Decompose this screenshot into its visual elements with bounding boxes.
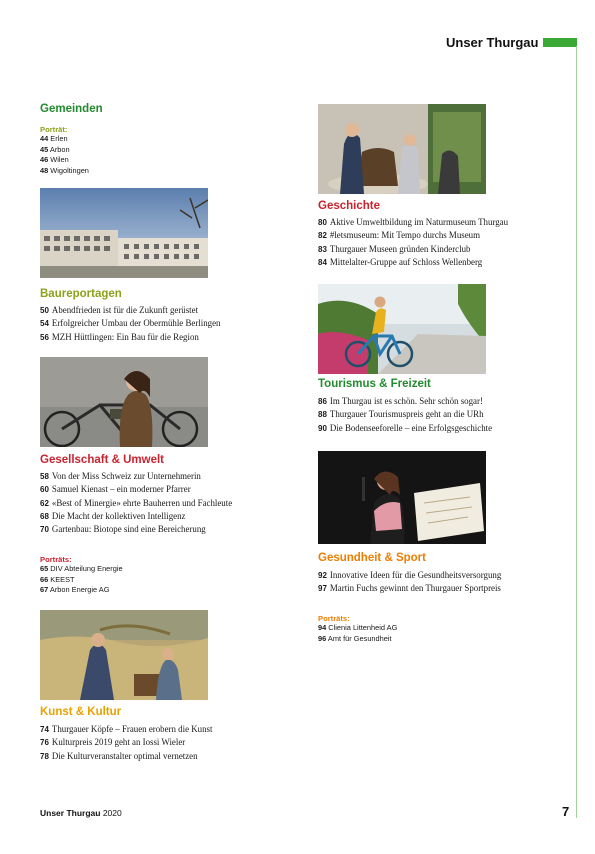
toc-item[interactable]: 56 MZH Hüttlingen: Ein Bau für die Region xyxy=(40,331,199,342)
toc-item[interactable]: 84 Mittelalter-Gruppe auf Schloss Wellenberg xyxy=(318,256,483,267)
gesellschaft-portraets-label: Porträts: xyxy=(40,555,72,564)
gesundheit-portraets-label: Porträts: xyxy=(318,614,350,623)
toc-item[interactable]: 76 Kulturpreis 2019 geht an Iossi Wieler xyxy=(40,737,186,748)
toc-item[interactable]: 58 Von der Miss Schweiz zur Unternehmerin xyxy=(40,471,201,481)
header-accent-bar xyxy=(543,38,577,47)
toc-item[interactable]: 92 Innovative Ideen für die Gesundheitsversorgung xyxy=(318,570,502,580)
cyclist-photo xyxy=(318,284,486,374)
toc-item[interactable]: 86 Im Thurgau ist es schön. Sehr schön sogar! xyxy=(318,396,483,406)
section-title-kunst: Kunst & Kultur xyxy=(40,706,122,718)
page-edge-rule xyxy=(576,46,577,818)
toc-item[interactable]: 97 Martin Fuchs gewinnt den Thurgauer Sportpreis xyxy=(318,583,501,594)
gesellschaft-portraets-list xyxy=(40,564,123,596)
toc-item[interactable]: 90 Die Bodenseeforelle – eine Erfolgsgeschichte xyxy=(318,422,493,433)
baureportagen-list xyxy=(40,304,220,344)
list-item[interactable]: 45 Arbon xyxy=(40,144,70,154)
tourismus-list xyxy=(318,395,492,435)
section-title-gesellschaft: Gesellschaft & Umwelt xyxy=(40,454,164,466)
gesundheit-portraets-list xyxy=(318,623,397,644)
footer-year: 2020 xyxy=(102,808,122,818)
section-title-gesundheit: Gesundheit & Sport xyxy=(318,552,426,564)
list-item[interactable]: 48 Wigoltingen xyxy=(40,166,89,176)
ebike-woman-photo xyxy=(40,357,208,447)
list-item[interactable]: 96 Amt für Gesundheit xyxy=(318,633,392,643)
list-item[interactable]: 67 Arbon Energie AG xyxy=(40,585,110,595)
section-title-baureportagen: Baureportagen xyxy=(40,288,122,300)
footer-magazine-name: Unser Thurgau xyxy=(40,808,101,818)
toc-item[interactable]: 88 Thurgauer Tourismuspreis geht an die URh xyxy=(318,409,484,420)
list-item[interactable]: 44 Erlen xyxy=(40,134,68,143)
toc-item[interactable]: 54 Erfolgreicher Umbau der Obermühle Berlingen xyxy=(40,318,221,329)
footer-magazine xyxy=(40,808,122,818)
toc-item[interactable]: 60 Samuel Kienast – ein moderner Pfarrer xyxy=(40,484,191,495)
toc-item[interactable]: 78 Die Kulturveranstalter optimal vernetzen xyxy=(40,750,198,761)
geschichte-list xyxy=(318,216,508,269)
list-item[interactable]: 66 KEEST xyxy=(40,574,75,584)
toc-item[interactable]: 70 Gartenbau: Biotope sind eine Bereicherung xyxy=(40,524,206,535)
section-title-gemeinden: Gemeinden xyxy=(40,103,103,115)
list-item[interactable]: 65 DIV Abteilung Energie xyxy=(40,564,123,573)
toc-item[interactable]: 83 Thurgauer Museen gründen Kinderclub xyxy=(318,243,471,254)
toc-item[interactable]: 82 #letsmuseum: Mit Tempo durchs Museum xyxy=(318,230,480,241)
gesellschaft-list xyxy=(40,470,232,536)
painting-image xyxy=(40,610,208,700)
toc-item[interactable]: 80 Aktive Umweltbildung im Naturmuseum Thurgau xyxy=(318,217,509,227)
gemeinden-list xyxy=(40,134,89,177)
kunst-list xyxy=(40,723,212,763)
museum-photo xyxy=(318,104,486,194)
building-photo xyxy=(40,188,208,278)
toc-item[interactable]: 74 Thurgauer Köpfe – Frauen erobern die Kunst xyxy=(40,724,213,734)
list-item[interactable]: 94 Clienia Littenheid AG xyxy=(318,623,398,632)
section-title-tourismus: Tourismus & Freizeit xyxy=(318,378,431,390)
magazine-title: Unser Thurgau xyxy=(446,35,539,50)
stage-speaker-photo xyxy=(318,451,486,544)
toc-item[interactable]: 68 Die Macht der kollektiven Intelligenz xyxy=(40,510,186,521)
toc-item[interactable]: 62 «Best of Minergie» ehrte Bauherren und Fachleute xyxy=(40,497,233,508)
gesundheit-list xyxy=(318,569,501,596)
toc-item[interactable]: 50 Abendfrieden ist für die Zukunft gerüstet xyxy=(40,305,199,315)
page-number: 7 xyxy=(562,804,570,819)
list-item[interactable]: 46 Wilen xyxy=(40,155,69,165)
gemeinden-portraet-label: Porträt: xyxy=(40,125,68,134)
section-title-geschichte: Geschichte xyxy=(318,200,380,212)
